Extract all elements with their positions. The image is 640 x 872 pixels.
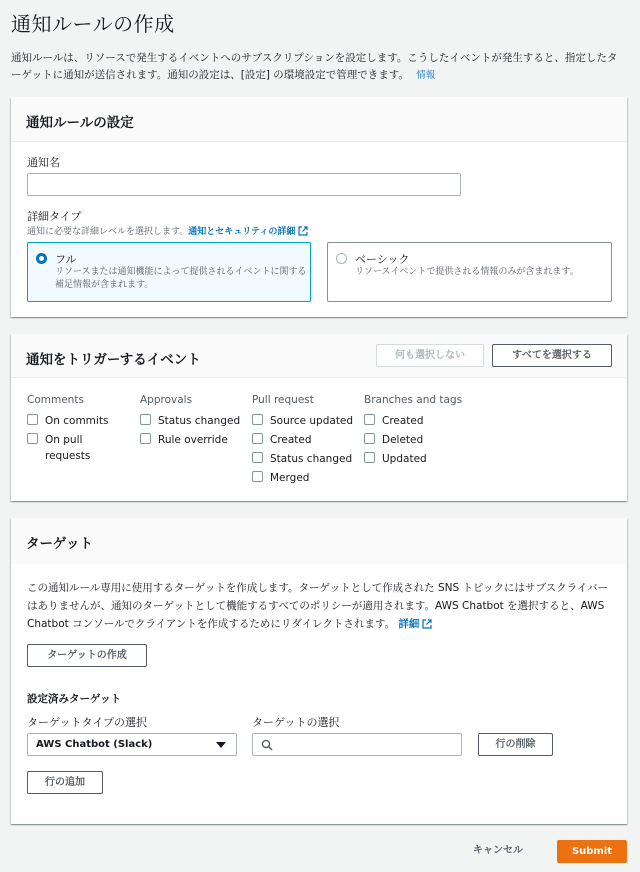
column-pull-request: Pull request — [252, 394, 314, 406]
checkbox[interactable] — [364, 433, 375, 444]
events-header — [11, 334, 627, 378]
remove-row-button[interactable]: 行の削除 — [478, 733, 553, 756]
external-link-icon — [298, 226, 308, 236]
security-details-link[interactable] — [188, 227, 308, 237]
targets-description — [27, 579, 617, 633]
detail-option-basic[interactable] — [327, 242, 612, 302]
info-link[interactable]: 情報 — [416, 70, 436, 81]
checkbox-label: Created — [382, 415, 424, 427]
security-details-link-label[interactable]: 通知とセキュリティの詳細 — [188, 227, 296, 237]
checkbox-label: Source updated — [270, 415, 354, 427]
configured-targets-label: 設定済みターゲット — [27, 693, 122, 705]
page-title: 通知ルールの作成 — [11, 12, 175, 36]
target-type-value: AWS Chatbot (Slack) — [36, 739, 153, 750]
checkbox[interactable] — [252, 414, 263, 425]
search-icon — [261, 739, 273, 751]
radio-full[interactable] — [36, 253, 47, 264]
checkbox[interactable] — [252, 471, 263, 482]
checkbox-label: Deleted — [382, 434, 424, 446]
option-basic-desc: リソースイベントで提供される情報のみが含まれます。 — [355, 267, 579, 277]
detail-option-full[interactable] — [27, 242, 311, 302]
checkbox-label: Updated — [382, 453, 427, 465]
page-description — [11, 50, 626, 84]
option-basic-title: ベーシック — [355, 253, 410, 266]
cancel-button[interactable]: キャンセル — [473, 845, 523, 856]
radio-basic[interactable] — [336, 253, 347, 264]
notification-settings-panel — [11, 97, 627, 317]
checkbox[interactable] — [252, 433, 263, 444]
submit-button[interactable]: Submit — [557, 840, 627, 863]
targets-detail-link[interactable] — [398, 618, 432, 630]
checkbox[interactable] — [140, 433, 151, 444]
column-branches-and-tags: Branches and tags — [364, 394, 463, 406]
target-select-label: ターゲットの選択 — [252, 716, 340, 729]
targets-detail-link-label[interactable]: 詳細 — [398, 618, 420, 630]
create-target-button[interactable]: ターゲットの作成 — [27, 644, 147, 667]
external-link-icon — [422, 619, 432, 629]
checkbox-label: Created — [270, 434, 312, 446]
add-row-button[interactable]: 行の追加 — [27, 771, 103, 794]
checkbox[interactable] — [364, 414, 375, 425]
detail-type-description — [27, 224, 308, 237]
events-title: 通知をトリガーするイベント — [26, 352, 201, 368]
column-comments: Comments — [27, 394, 84, 406]
select-none-button[interactable]: 何も選択しない — [376, 344, 484, 367]
checkbox-label: Status changed — [270, 453, 353, 465]
target-type-select[interactable] — [27, 733, 237, 756]
trigger-events-panel — [11, 334, 627, 501]
checkbox[interactable] — [27, 433, 38, 444]
option-full-title: フル — [55, 253, 77, 266]
checkbox[interactable] — [364, 452, 375, 463]
checkbox-label: Rule override — [158, 434, 228, 446]
page-description-text: 通知ルールは、リソースで発生するイベントへのサブスクリプションを設定します。こうしたイベントが発生すると、指定したターゲットに通知が送信されます。通知の設定は、[設定] の環境設定で管理できます。 — [11, 52, 618, 81]
targets-panel — [11, 518, 627, 824]
caret-down-icon — [216, 742, 226, 748]
option-full-desc: リソースまたは通知機能によって提供されるイベントに関する補足情報が含まれます。 — [55, 267, 307, 290]
checkbox[interactable] — [252, 452, 263, 463]
checkbox-label: On pull requests — [45, 434, 91, 462]
targets-title: ターゲット — [26, 536, 93, 552]
column-approvals: Approvals — [140, 394, 193, 406]
target-type-label: ターゲットタイプの選択 — [27, 716, 148, 729]
settings-header — [11, 97, 627, 142]
checkbox-label: Status changed — [158, 415, 241, 427]
select-all-button[interactable]: すべてを選択する — [492, 344, 612, 367]
detail-type-sublabel: 通知に必要な詳細レベルを選択します。 — [27, 227, 189, 237]
targets-description-text: この通知ルール専用に使用するターゲットを作成します。ターゲットとして作成された SNS トピックにはサブスクライバーはありませんが、通知のターゲットとして機能するすべてのポリシーが適用されます。AWS Chatbot を選択すると、AWS Chatbot コンソールでクライアントを作成するためにリダイレクトされます。 — [27, 582, 609, 630]
checkbox-label: On commits — [45, 415, 109, 427]
settings-title: 通知ルールの設定 — [26, 115, 134, 131]
checkbox-label: Merged — [270, 472, 310, 484]
targets-header — [11, 518, 627, 564]
target-search-input[interactable] — [252, 733, 462, 756]
notification-name-input[interactable] — [27, 173, 461, 196]
name-label: 通知名 — [27, 156, 60, 169]
detail-type-label: 詳細タイプ — [27, 210, 82, 223]
checkbox[interactable] — [27, 414, 38, 425]
checkbox[interactable] — [140, 414, 151, 425]
